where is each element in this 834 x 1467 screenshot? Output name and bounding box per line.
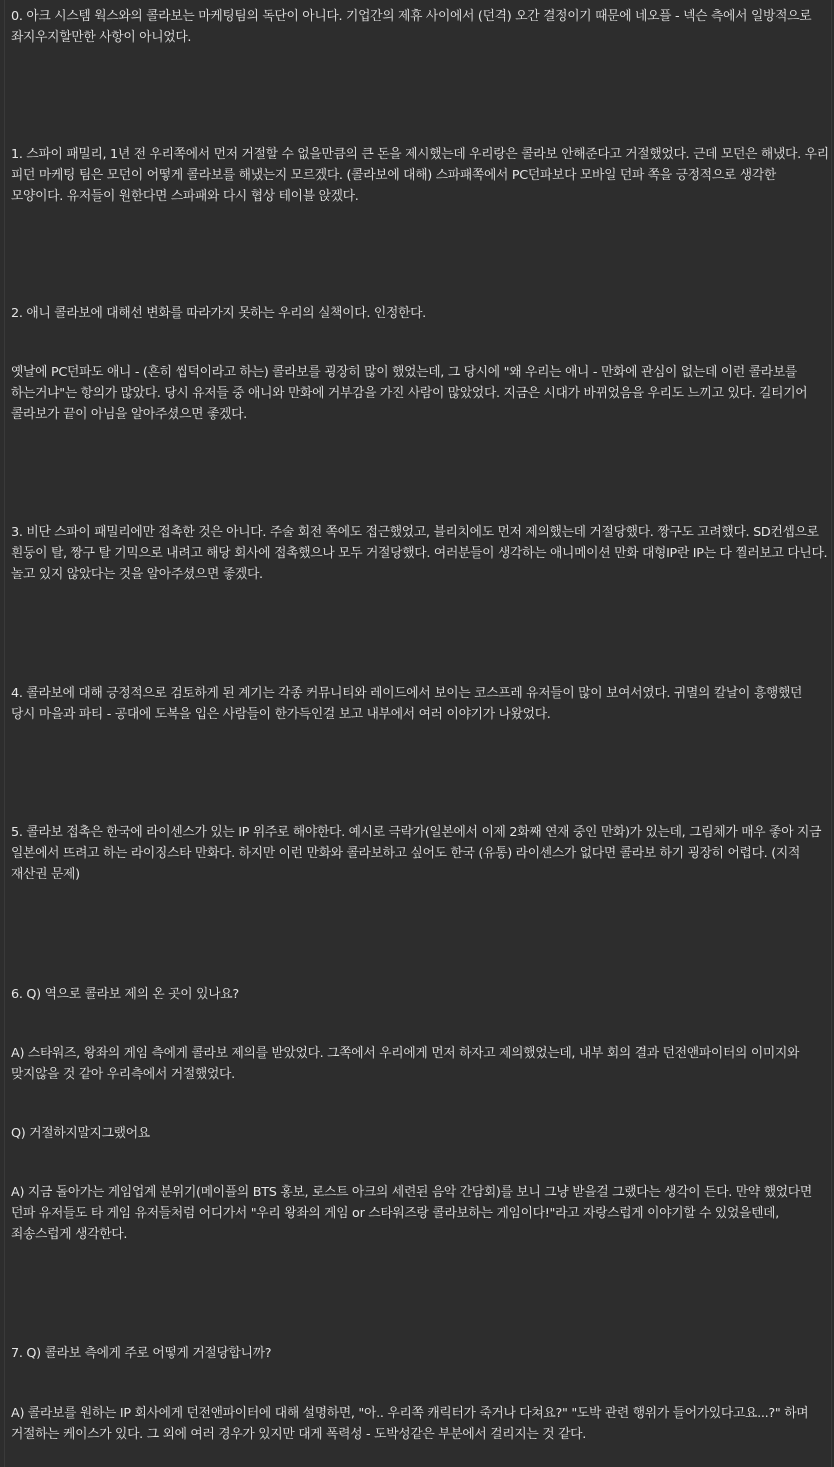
paragraph-6-followup-question: Q) 거절하지말지그랬어요	[11, 1126, 150, 1141]
paragraph-4: 4. 콜라보에 대해 긍정적으로 검토하게 된 계기는 각종 커뮤니티와 레이드에서 보이는 코스프레 유저들이 많이 보여서였다. 귀멸의 칼날이 흥행했던 당시 마을과 파티 - 공대에 도복을 입은 사람들이 한가득인걸 보고 내부에서 여러 이야기가 나왔었다.	[11, 686, 803, 722]
paragraph-6-answer: A) 스타워즈, 왕좌의 게임 측에게 콜라보 제의를 받았었다. 그쪽에서 우리에게 먼저 하자고 제의했었는데, 내부 회의 결과 던전앤파이터의 이미지와 맞지않을 것 같아 우리측에서 거절했었다.	[11, 1046, 800, 1082]
paragraph-1: 1. 스파이 패밀리, 1년 전 우리쪽에서 먼저 거절할 수 없을만큼의 큰 돈을 제시했는데 우리랑은 콜라보 안해준다고 거절했었다. 근데 모던은 해냈다. 우리 피던 마케팅 팀은 모던이 어떻게 콜라보를 해냈는지 모르겠다. (콜라보에 대해) 스파패쪽에서 PC던파보다 모바일 던파 쪽을 긍정적으로 생각한 모양이다. 유저들이 원한다면 스파패와 다시 협상 테이블 앉겠다.	[11, 147, 829, 204]
paragraph-6-question: 6. Q) 역으로 콜라보 제의 온 곳이 있나요?	[11, 987, 239, 1002]
paragraph-3: 3. 비단 스파이 패밀리에만 접촉한 것은 아니다. 주술 회전 쪽에도 접근했었고, 블리치에도 먼저 제의했는데 거절당했다. 짱구도 고려했다. SD컨셉으로 흰둥이 탈, 짱구 탈 기믹으로 내려고 해당 회사에 접촉했으나 모두 거절당했다. 여러분들이 생각하는 애니메이션 만화 대형IP란 IP는 다 찔러보고 다닌다. 놀고 있지 않았다는 것을 알아주셨으면 좋겠다.	[11, 525, 828, 582]
paragraph-7-question: 7. Q) 콜라보 측에게 주로 어떻게 거절당합니까?	[11, 1346, 272, 1361]
document-body	[4, 0, 832, 1467]
paragraph-2: 2. 애니 콜라보에 대해선 변화를 따라가지 못하는 우리의 실책이다. 인정한다.	[11, 306, 426, 321]
paragraph-2-detail: 옛날에 PC던파도 애니 - (흔히 씹덕이라고 하는) 콜라보를 굉장히 많이 했었는데, 그 당시에 "왜 우리는 애니 - 만화에 관심이 없는데 이런 콜라보를 하는거냐"는 항의가 많았다. 당시 유저들 중 애니와 만화에 거부감을 가진 사람이 많았었다. 지금은 시대가 바뀌었음을 우리도 느끼고 있다. 길티기어 콜라보가 끝이 아님을 알아주셨으면 좋겠다.	[11, 365, 808, 422]
paragraph-0: 0. 아크 시스템 웍스와의 콜라보는 마케팅팀의 독단이 아니다. 기업간의 제휴 사이에서 (던격) 오간 결정이기 때문에 네오플 - 넥슨 측에서 일방적으로 좌지우지할만한 사항이 아니었다.	[11, 9, 812, 45]
paragraph-7-answer: A) 콜라보를 원하는 IP 회사에게 던전앤파이터에 대해 설명하면, "아.. 우리쪽 캐릭터가 죽거나 다쳐요?" "도박 관련 행위가 들어가있다고요...?" 하며 거절하는 케이스가 있다. 그 외에 여러 경우가 있지만 대게 폭력성 - 도박성같은 부분에서 걸리지는 것 같다.	[11, 1406, 809, 1442]
paragraph-5: 5. 콜라보 접촉은 한국에 라이센스가 있는 IP 위주로 해야한다. 예시로 극락가(일본에서 이제 2화째 연재 중인 만화)가 있는데, 그림체가 매우 좋아 지금 일본에서 뜨려고 하는 라이징스타 만화다. 하지만 이런 만화와 콜라보하고 싶어도 한국 (유통) 라이센스가 없다면 콜라보 하기 굉장히 어렵다. (지적 재산권 문제)	[11, 825, 822, 882]
paragraph-6-followup-answer: A) 지금 돌아가는 게임업계 분위기(메이플의 BTS 홍보, 로스트 아크의 세련된 음악 간담회)를 보니 그냥 받을걸 그랬다는 생각이 든다. 만약 했었다면 던파 유저들도 타 게임 유저들처럼 어디가서 "우리 왕좌의 게임 or 스타워즈랑 콜라보하는 게임이다!"라고 자랑스럽게 이야기할 수 있었을텐데, 죄송스럽게 생각한다.	[11, 1185, 812, 1242]
